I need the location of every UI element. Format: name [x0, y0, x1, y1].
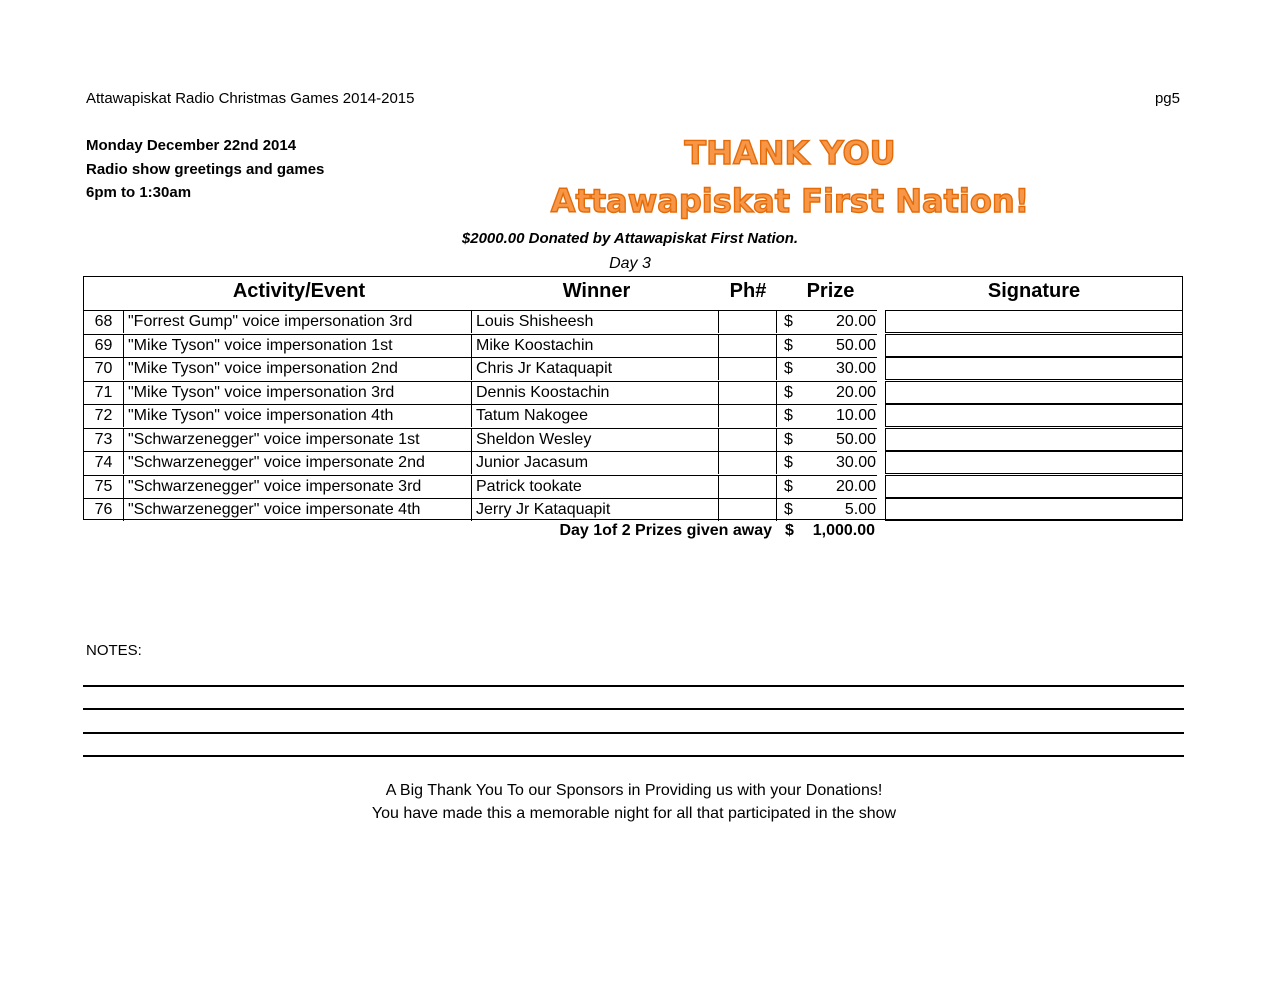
first-nation-banner: Attawapiskat First Nation!: [550, 182, 1030, 220]
prize-cell: 20.00: [835, 313, 876, 330]
winner-cell: Tatum Nakogee: [472, 404, 719, 427]
activity-cell: "Mike Tyson" voice impersonation 2nd: [124, 357, 472, 380]
prize-cell: 5.00: [844, 501, 876, 518]
row-number: 72: [84, 404, 124, 427]
phone-cell: [719, 475, 777, 498]
event-date: Monday December 22nd 2014: [86, 137, 297, 154]
currency-cell: $: [784, 360, 793, 377]
prize-cell: 30.00: [835, 360, 876, 377]
currency-cell: $: [784, 478, 793, 495]
phone-cell: [719, 451, 777, 474]
column-header-signature: Signature: [987, 280, 1081, 302]
notes-line: [83, 708, 1184, 710]
phone-cell: [719, 357, 777, 380]
winner-cell: Junior Jacasum: [472, 451, 719, 474]
activity-cell: "Mike Tyson" voice impersonation 1st: [124, 334, 472, 357]
donation-note: $2000.00 Donated by Attawapiskat First Nation.: [461, 230, 799, 247]
winner-cell: Dennis Koostachin: [472, 381, 719, 404]
prize-cell: 30.00: [835, 454, 876, 471]
prize-cell: 10.00: [835, 407, 876, 424]
winner-cell: Sheldon Wesley: [472, 428, 719, 451]
page-number: pg5: [1154, 90, 1180, 107]
prize-cell: 20.00: [835, 384, 876, 401]
activity-cell: "Schwarzenegger" voice impersonate 4th: [124, 498, 472, 521]
activity-cell: "Schwarzenegger" voice impersonate 1st: [124, 428, 472, 451]
winner-cell: Mike Koostachin: [472, 334, 719, 357]
column-header-activity: Activity/Event: [232, 280, 366, 302]
row-number: 74: [84, 451, 124, 474]
currency-cell: $: [784, 501, 793, 518]
currency-cell: $: [784, 384, 793, 401]
activity-cell: "Schwarzenegger" voice impersonate 2nd: [124, 451, 472, 474]
table-row: [84, 357, 1183, 380]
signature-cell: [885, 498, 1183, 521]
row-number: 70: [84, 357, 124, 380]
thank-you-banner: THANK YOU: [684, 134, 896, 172]
notes-line: [83, 755, 1184, 757]
phone-cell: [719, 498, 777, 521]
activity-cell: "Schwarzenegger" voice impersonate 3rd: [124, 475, 472, 498]
footer-thanks: A Big Thank You To our Sponsors in Providing us with your Donations!: [385, 782, 883, 799]
signature-cell: [885, 451, 1183, 474]
signature-cell: [885, 334, 1183, 357]
row-number: 73: [84, 428, 124, 451]
currency-cell: $: [784, 407, 793, 424]
column-header-phone: Ph#: [729, 280, 767, 302]
table-row: [84, 475, 1183, 498]
column-header-prize: Prize: [806, 280, 855, 302]
signature-cell: [885, 357, 1183, 380]
notes-line: [83, 685, 1184, 687]
total-label: Day 1of 2 Prizes given away: [559, 522, 772, 539]
table-row: [84, 334, 1183, 357]
table-row: [84, 428, 1183, 451]
prize-cell: 50.00: [835, 431, 876, 448]
signature-cell: [885, 381, 1183, 404]
notes-line: [83, 732, 1184, 734]
phone-cell: [719, 334, 777, 357]
total-amount: 1,000.00: [812, 522, 875, 539]
table-row: [84, 404, 1183, 427]
event-time: 6pm to 1:30am: [86, 184, 192, 201]
footer-memorable: You have made this a memorable night for all that participated in the show: [371, 805, 897, 822]
table-row: [84, 451, 1183, 474]
winner-cell: Chris Jr Kataquapit: [472, 357, 719, 380]
row-number: 75: [84, 475, 124, 498]
signature-cell: [885, 310, 1183, 333]
table-row: [84, 310, 1183, 333]
winner-cell: Jerry Jr Kataquapit: [472, 498, 719, 521]
prize-cell: 50.00: [835, 337, 876, 354]
activity-cell: "Mike Tyson" voice impersonation 3rd: [124, 381, 472, 404]
total-currency: $: [785, 522, 794, 539]
currency-cell: $: [784, 431, 793, 448]
winner-cell: Patrick tookate: [472, 475, 719, 498]
currency-cell: $: [784, 337, 793, 354]
winner-cell: Louis Shisheesh: [472, 310, 719, 333]
event-description: Radio show greetings and games: [86, 161, 325, 178]
phone-cell: [719, 404, 777, 427]
activity-cell: "Forrest Gump" voice impersonation 3rd: [124, 310, 472, 333]
phone-cell: [719, 428, 777, 451]
notes-label: NOTES:: [86, 642, 142, 659]
day-label: Day 3: [609, 255, 651, 272]
document-title: Attawapiskat Radio Christmas Games 2014-2015: [86, 90, 415, 107]
signature-cell: [885, 428, 1183, 451]
row-number: 69: [84, 334, 124, 357]
column-header-winner: Winner: [562, 280, 631, 302]
currency-cell: $: [784, 313, 793, 330]
row-number: 76: [84, 498, 124, 521]
phone-cell: [719, 381, 777, 404]
table-row: [84, 381, 1183, 404]
currency-cell: $: [784, 454, 793, 471]
signature-cell: [885, 404, 1183, 427]
row-number: 68: [84, 310, 124, 333]
activity-cell: "Mike Tyson" voice impersonation 4th: [124, 404, 472, 427]
phone-cell: [719, 310, 777, 333]
prize-cell: 20.00: [835, 478, 876, 495]
table-row: [84, 498, 1183, 521]
row-number: 71: [84, 381, 124, 404]
signature-cell: [885, 475, 1183, 498]
